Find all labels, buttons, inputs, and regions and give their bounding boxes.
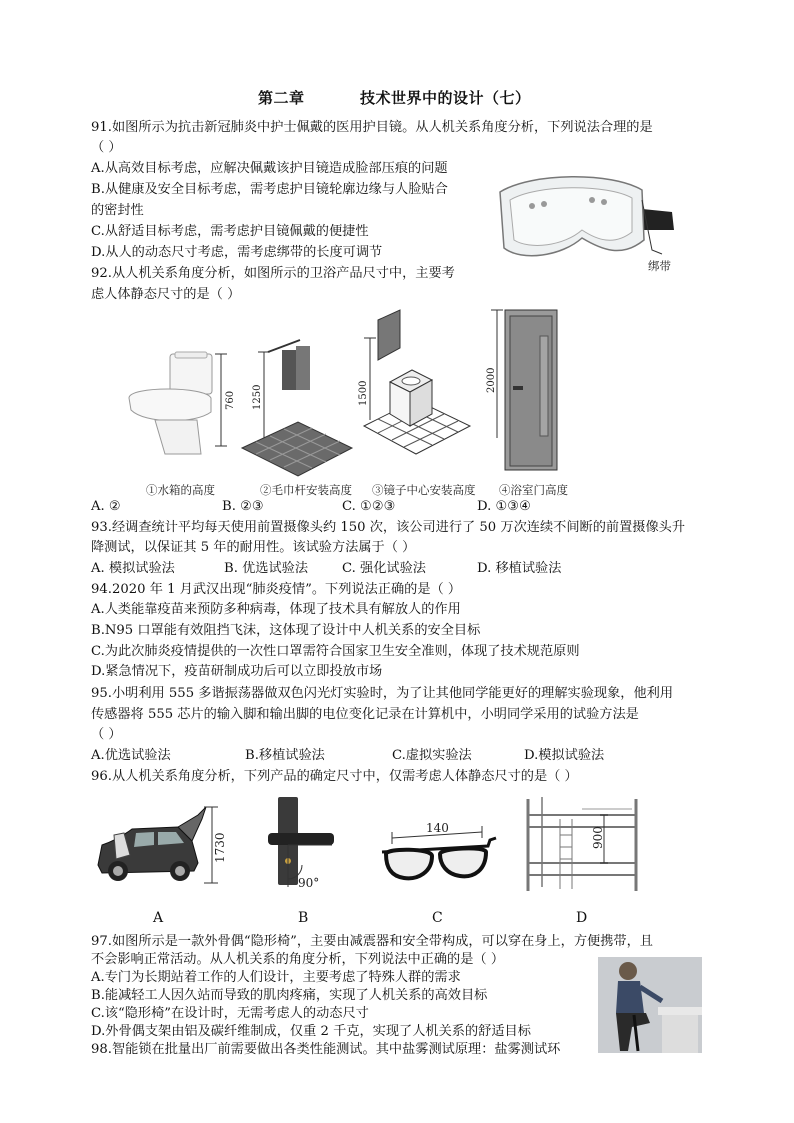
- q94-option-b: B.N95 口罩能有效阻挡飞沫，这体现了设计中人机关系的安全目标: [91, 623, 481, 638]
- q92-option-a: A. ②: [91, 499, 121, 514]
- q96-stem: 96.从人机关系角度分析，下列产品的确定尺寸中，仅需考虑人体静态尺寸的是（ ）: [91, 769, 578, 784]
- q95-stem-cont: 传感器将 555 芯片的输入脚和输出脚的电位变化记录在计算机中，小明同学采用的试验方法是: [91, 707, 639, 722]
- q95-stem: 95.小明利用 555 多谐振荡器做双色闪光灯实验时，为了让其他同学能更好的理解实验现象，他利用: [91, 686, 674, 701]
- q97-stem: 97.如图所示是一款外骨偶“隐形椅”，主要由减震器和安全带构成，可以穿在身上，方便携带，且: [91, 934, 653, 949]
- q96-label-b: B: [298, 910, 309, 926]
- q95-option-d: D.模拟试验法: [524, 748, 605, 763]
- caption-2: ②毛巾杆安装高度: [260, 483, 352, 497]
- q93-option-c: C. 强化试验法: [342, 561, 426, 576]
- q97-stem-cont: 不会影响正常活动。从人机关系的角度分析，下列说法中正确的是（ ）: [91, 952, 505, 967]
- q98-stem: 98.智能锁在批量出厂前需要做出各类性能测试。其中盐雾测试原理：盐雾测试环: [91, 1042, 561, 1057]
- q92-stem-cont: 虑人体静态尺寸的是（ ）: [91, 287, 241, 302]
- car-figure: [94, 805, 227, 887]
- q95-option-b: B.移植试验法: [245, 748, 325, 763]
- dim-1250: 1250: [252, 384, 263, 410]
- dim-900: 900: [591, 826, 605, 849]
- q93-stem: 93.经调查统计平均每天使用前置摄像头约 150 次，该公司进行了 50 万次连续不间断的前置摄像头升: [91, 520, 686, 535]
- dim-2000: 2000: [486, 367, 497, 393]
- caption-1: ①水箱的高度: [146, 483, 215, 497]
- q91-option-a: A.从高效目标考虑，应解决佩戴该护目镜造成脸部压痕的问题: [91, 161, 448, 176]
- dim-1500: 1500: [358, 380, 369, 406]
- q93-option-d: D. 移植试验法: [477, 561, 562, 576]
- glasses-figure: [378, 818, 498, 890]
- q91-stem: 91.如图所示为抗击新冠肺炎中护士佩戴的医用护目镜。从人机关系角度分析，下列说法合理的是: [91, 120, 653, 135]
- q97-option-c: C.该“隐形椅”在设计时，无需考虑人的动态尺寸: [91, 1006, 369, 1021]
- chapter-label: 第二章: [258, 89, 305, 107]
- dim-1730: 1730: [213, 832, 227, 863]
- q94-option-a: A.人类能靠疫苗来预防多种病毒，体现了技术具有解放人的作用: [91, 602, 461, 617]
- q92-option-c: C. ①②③: [342, 499, 396, 514]
- dim-140: 140: [426, 821, 449, 835]
- q92-option-d: D. ①③④: [477, 499, 531, 514]
- strap-label: 绑带: [648, 259, 671, 273]
- mirror-sink-figure: [360, 308, 475, 458]
- q93-option-a: A. 模拟试验法: [91, 561, 175, 576]
- q97-option-a: A.专门为长期站着工作的人们设计，主要考虑了特殊人群的需求: [91, 970, 461, 985]
- q91-stem-blank: （ ）: [91, 140, 122, 155]
- q91-option-b: B.从健康及安全目标考虑，需考虑护目镜轮廓边缘与人脸贴合: [91, 182, 448, 197]
- dim-760: 760: [225, 390, 236, 410]
- q94-option-c: C.为此次肺炎疫情提供的一次性口罩需符合国家卫生安全准则，体现了技术规范原则: [91, 644, 580, 659]
- q95-option-c: C.虚拟实验法: [392, 748, 472, 763]
- q94-stem: 94.2020 年 1 月武汉出现“肺炎疫情”。下列说法正确的是（ ）: [91, 582, 462, 597]
- q94-option-d: D.紧急情况下，疫苗研制成功后可以立即投放市场: [91, 664, 383, 679]
- bunk-bed-figure: [522, 795, 642, 895]
- q93-option-b: B. 优选试验法: [224, 561, 309, 576]
- q96-label-c: C: [432, 910, 443, 926]
- bathroom-door-figure: [485, 308, 565, 473]
- q93-stem-cont: 降测试，以保证其 5 年的耐用性。该试验方法属于（ ）: [91, 540, 416, 555]
- caption-3: ③镜子中心安装高度: [372, 483, 476, 497]
- q95-option-a: A.优选试验法: [91, 748, 171, 763]
- q95-stem-blank: （ ）: [91, 727, 122, 742]
- q92-stem: 92.从人机关系角度分析，如图所示的卫浴产品尺寸中，主要考: [91, 266, 455, 281]
- toilet-figure: [125, 350, 235, 460]
- exoskeleton-chair-photo: [598, 957, 702, 1053]
- q91-option-d: D.从人的动态尺寸考虑，需考虑绑带的长度可调节: [91, 245, 383, 260]
- q92-option-b: B. ②③: [222, 499, 264, 514]
- q91-option-c: C.从舒适目标考虑，需考虑护目镜佩戴的便捷性: [91, 224, 369, 239]
- door-handle-figure: [262, 795, 342, 895]
- q96-label-a: A: [153, 910, 164, 926]
- q97-option-b: B.能减轻工人因久站而导致的肌肉疼痛，实现了人机关系的高效目标: [91, 988, 488, 1003]
- page-title: 技术世界中的设计（七）: [360, 89, 531, 107]
- q91-option-b-cont: 的密封性: [91, 203, 144, 218]
- towel-bar-figure: [240, 330, 355, 480]
- caption-4: ④浴室门高度: [499, 483, 568, 497]
- q97-option-d: D.外骨偶支架由铝及碳纤维制成，仅重 2 千克，实现了人机关系的舒适目标: [91, 1024, 531, 1039]
- q96-label-d: D: [576, 910, 588, 926]
- dim-90deg: 90°: [298, 876, 320, 890]
